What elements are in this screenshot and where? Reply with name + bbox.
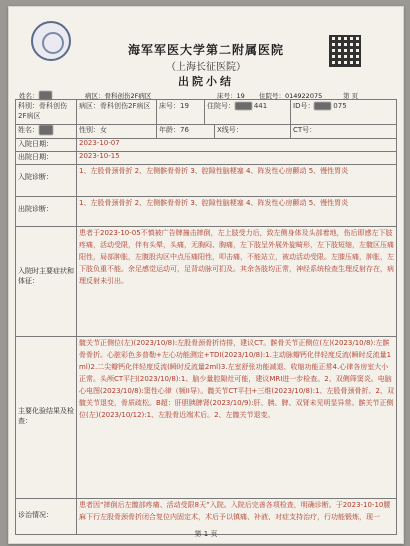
discharge-summary-sheet	[8, 6, 404, 544]
admit-date-value-cell: 2023-10-07	[77, 138, 397, 151]
row-patient	[15, 124, 397, 139]
row-exam-results	[15, 336, 397, 499]
admission-symptoms-value: 患者于2023-10-05不慎被广告牌撞击摔倒，左上肢受力后，致左侧身体及头部着地，伤后即感左下肢疼痛，活动受限，伴有头晕，头痛，无胸闷、胸痛，左下肢呈外展外旋畸形，左下肢短缩，左髋区压痛阳性，局部肿胀，左腹股沟区中点压痛阳性，叩击痛，不能站立，被动活动受限。左膝压痛，肿胀，左下肢负重不能。余足感觉运动可，足背动脉可扪及。其余各肢均正常，神经系统检查生理反射存在，病理反射未引出。	[77, 226, 397, 336]
hospital-name: 海军军医大学第二附属医院	[127, 43, 284, 57]
name-cell: 姓名：	[15, 124, 77, 138]
ct-cell: CT号：	[291, 124, 397, 138]
admit-diagnosis-label: 入院诊断：	[15, 164, 77, 196]
meta-name: 姓名：	[19, 91, 52, 100]
exam-results-value: 髋关节正侧位(左)(2023/10/8):左股骨颈骨折待排，建议CT。髌骨关节正侧位(左)(2023/10/8):左髌骨骨折。心脏彩色多普勒+左心功能测定+TDI(2023/10/8):1.主动脉瓣钙化伴轻度反流(瞬时反流量1ml)2.二尖瓣钙化伴轻度反流(瞬时反流量2ml)3.左室舒张功能减退、收缩功能正常4.心律各房室大小正常。头颅CT平扫(2023/10/8):1、脑少量腔隙灶可能，建议MRI进一步检查。2、双侧筛窦炎。电脑心电图(2023/10/8):窦性心律（频II导）。髋关节CT平扫+三维(2023/10/8):1、左股骨颈骨折。2、双髋关节退变，骨质疏松。B超：肝胆胰脾肾(2023/10/9):肝、胰、脾、双肾未见明显异常。髌关节正侧位(左)(2023/10/12):1、左股骨近端术后。2、左髋关节退变。	[77, 336, 397, 498]
dept-cell: 科别：骨科创伤2F病区	[15, 100, 77, 124]
row-admission-symptoms	[15, 226, 397, 337]
meta-id: 住院号：014922075	[259, 92, 323, 100]
ward-cell: 病区：骨科创伤2F病区	[77, 100, 157, 124]
meta-bed: 床号：19	[217, 92, 245, 100]
summary-table	[15, 99, 397, 521]
room-cell: 住院号： 441	[205, 100, 291, 124]
discharge-diagnosis-label: 出院诊断：	[15, 196, 77, 226]
row-discharge-diagnosis	[15, 196, 397, 227]
admit-date-label: 入院日期：	[15, 138, 77, 151]
row-admit-date	[15, 138, 397, 152]
treatment-value: 患者因“摔倒后左髋部疼痛、活动受限8天”入院。入院后完善各项检查，明确诊断。于2023-10-10腰麻下行左股骨颈骨折闭合复位内固定术，术后予以镇痛、补液、对症支持治疗，行功能锻炼，现一	[77, 498, 397, 534]
row-admit-diagnosis	[15, 164, 397, 197]
meta-page: 第 页	[343, 92, 359, 100]
id-cell: ID号： 075	[291, 100, 397, 124]
row-discharge-date	[15, 151, 397, 165]
xray-cell: X线号：	[215, 124, 291, 138]
row-department	[15, 100, 397, 125]
discharge-diagnosis-value: 1、左股骨颈骨折 2、左侧髌骨骨折 3、腔隙性脑梗塞 4、阵发性心房颤动 5、慢性胃炎	[77, 196, 397, 226]
page-footer: 第 1 页	[194, 530, 218, 538]
discharge-date-value-cell: 2023-10-15	[77, 151, 397, 164]
discharge-date-label: 出院日期：	[15, 151, 77, 164]
exam-results-label: 主要化验结果及检查：	[15, 336, 77, 498]
meta-ward: 病区：骨科创伤2F病区	[85, 92, 152, 100]
admit-diagnosis-value: 1、左股骨颈骨折 2、左侧髌骨骨折 3、腔隙性脑梗塞 4、阵发性心房颤动 5、慢性胃炎	[77, 164, 397, 196]
age-cell: 年龄：76	[157, 124, 215, 138]
hospital-alt-name: （上海长征医院）	[166, 62, 246, 73]
document-title: 出院小结	[178, 75, 234, 88]
gender-cell: 性别：女	[77, 124, 157, 138]
admission-symptoms-label: 入院时主要症状和体征：	[15, 226, 77, 336]
qr-code-icon	[329, 35, 361, 67]
treatment-label: 诊治情况：	[15, 498, 77, 534]
bed-cell: 床号：19	[157, 100, 205, 124]
